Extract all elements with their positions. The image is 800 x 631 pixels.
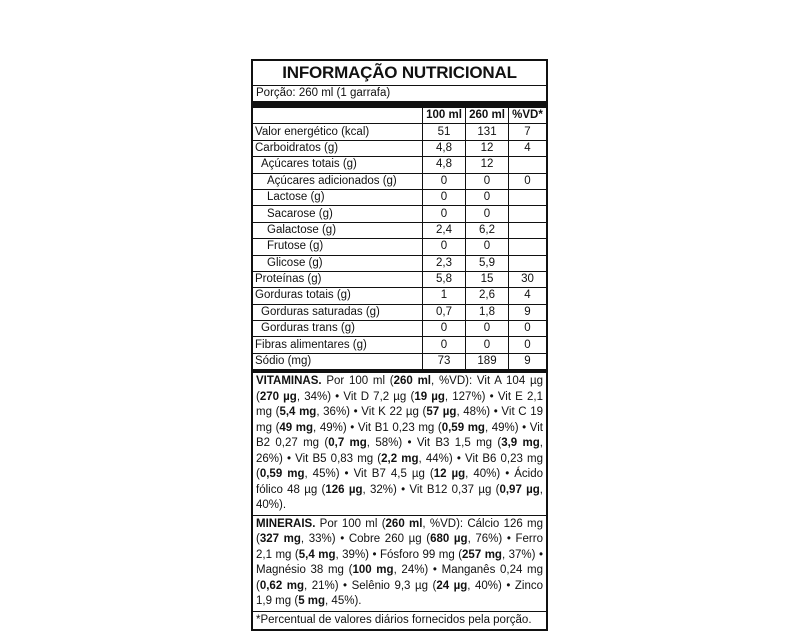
value-260ml: 0 [466,321,509,337]
text-segment: , 33%) • Cobre 260 µg ( [300,533,431,546]
value-vd: 0 [509,173,547,189]
minerals-paragraph [253,516,546,612]
bold-segment: 2,2 mg [381,452,419,465]
value-260ml: 0 [466,239,509,255]
text-segment: , 34%) • Vit D 7,2 µg ( [296,390,415,403]
table-row [253,222,546,238]
value-260ml: 0 [466,189,509,205]
nutrient-label: Gorduras trans (g) [253,321,423,337]
value-260ml: 5,9 [466,255,509,271]
text-segment: , 49%) • Vit B1 0,23 mg ( [313,421,442,434]
bold-segment: MINERAIS. [256,517,316,530]
header-vd: %VD* [509,108,547,124]
bold-segment: 260 ml [385,517,423,530]
value-100ml: 0 [423,173,466,189]
table-row [253,255,546,271]
vitamins-paragraph [253,373,546,516]
value-100ml: 73 [423,353,466,369]
value-100ml: 2,3 [423,255,466,271]
value-100ml: 4,8 [423,157,466,173]
bold-segment: 0,7 mg [328,437,367,450]
nutrient-label: Gorduras saturadas (g) [253,304,423,320]
table-row [253,321,546,337]
nutrient-label: Gorduras totais (g) [253,288,423,304]
bold-segment: 126 µg [325,483,363,496]
text-segment: , 49%) • Vit B2 0,27 mg ( [256,421,544,450]
table-row [253,271,546,287]
table-row [253,239,546,255]
bold-segment: 5,4 mg [298,548,336,561]
text-segment: , %VD): Vit A 104 µg ( [256,375,543,403]
value-100ml: 51 [423,124,466,140]
value-100ml: 0 [423,206,466,222]
value-vd [509,222,547,238]
nutrient-label: Frutose (g) [253,239,423,255]
bold-segment: 49 mg [279,421,314,434]
bold-segment: 327 mg [259,533,301,546]
value-vd: 0 [509,337,547,353]
bold-segment: 5 mg [298,595,326,608]
table-row [253,189,546,205]
text-segment: , 48%) • Vit C 19 mg ( [256,406,544,434]
bold-segment: 100 mg [352,564,394,577]
bold-segment: 12 µg [433,468,466,481]
header-nutrient [253,108,423,124]
text-segment: , %VD): Cálcio 126 mg ( [256,517,543,546]
value-vd: 0 [509,321,547,337]
text-segment: , 39%) • Fósforo 99 mg ( [335,548,463,561]
text-segment: , 58%) • Vit B3 1,5 mg ( [366,437,502,450]
value-vd: 9 [509,353,547,369]
bold-segment: 57 µg [426,406,457,419]
nutrient-label: Sódio (mg) [253,353,423,369]
value-100ml: 5,8 [423,271,466,287]
nutrition-facts-label [251,59,548,631]
bold-segment: 3,9 mg [501,437,540,450]
text-segment: , 32%) • Vit B12 0,37 µg ( [362,483,500,496]
value-vd: 7 [509,124,547,140]
value-vd [509,189,547,205]
value-100ml: 0 [423,321,466,337]
bold-segment: 5,4 mg [279,406,317,419]
text-segment: Por 100 ml ( [321,375,394,388]
footnote: *Percentual de valores diários fornecidos pela porção. [256,613,532,626]
bold-segment: 680 µg [430,533,468,546]
table-row [253,337,546,353]
nutrient-label: Carboidratos (g) [253,140,423,156]
bold-segment: 0,62 mg [259,579,304,592]
table-row [253,304,546,320]
table-row [253,353,546,369]
nutrient-label: Açúcares totais (g) [253,157,423,173]
bold-segment: 260 ml [393,375,431,388]
bold-segment: 0,59 mg [441,421,485,434]
text-segment: , 40%). [256,483,543,512]
nutrient-label: Proteínas (g) [253,271,423,287]
portion-size: Porção: 260 ml (1 garrafa) [256,87,391,99]
value-100ml: 0,7 [423,304,466,320]
bold-segment: 0,97 µg [499,483,540,496]
table-row [253,206,546,222]
text-segment: , 36%) • Vit K 22 µg ( [316,406,427,419]
value-vd [509,157,547,173]
value-vd: 4 [509,288,547,304]
table-row [253,288,546,304]
text-segment: Por 100 ml ( [315,517,386,530]
text-segment: , 45%) • Vit B7 4,5 µg ( [304,468,434,481]
bold-segment: VITAMINAS. [256,375,322,388]
text-segment: , 45%). [325,595,362,608]
value-100ml: 2,4 [423,222,466,238]
value-100ml: 0 [423,189,466,205]
value-260ml: 12 [466,157,509,173]
bold-segment: 19 µg [414,390,445,403]
value-260ml: 0 [466,173,509,189]
bold-segment: 0,59 mg [259,468,305,481]
table-row [253,124,546,140]
value-100ml: 0 [423,337,466,353]
table-row [253,173,546,189]
value-260ml: 189 [466,353,509,369]
value-100ml: 1 [423,288,466,304]
nutrient-label: Fibras alimentares (g) [253,337,423,353]
text-segment: , 21%) • Selênio 9,3 µg ( [304,579,437,592]
text-segment: , 26%) • Vit B5 0,83 mg ( [256,437,543,465]
table-header-row [253,108,546,124]
nutrient-label: Glicose (g) [253,255,423,271]
nutrient-label: Lactose (g) [253,189,423,205]
label-title: INFORMAÇÃO NUTRICIONAL [253,61,546,86]
text-segment: , 76%) • Ferro 2,1 mg ( [256,533,543,561]
text-segment: , 40%) • Zinco 1,9 mg ( [256,579,543,608]
text-segment: , 127%) • Vit E 2,1 mg ( [256,390,543,419]
value-100ml: 0 [423,239,466,255]
nutrient-label: Açúcares adicionados (g) [253,173,423,189]
value-260ml: 0 [466,206,509,222]
value-vd: 9 [509,304,547,320]
nutrition-table [253,107,546,370]
value-260ml: 12 [466,140,509,156]
value-vd: 4 [509,140,547,156]
value-260ml: 131 [466,124,509,140]
value-260ml: 6,2 [466,222,509,238]
bold-segment: 257 mg [462,548,502,561]
bold-segment: 24 µg [436,579,468,592]
value-vd [509,239,547,255]
text-segment: , 40%) • Ácido fólico 48 µg ( [256,468,544,496]
value-100ml: 4,8 [423,140,466,156]
text-segment: , 37%) • Magnésio 38 mg ( [256,548,543,577]
value-260ml: 2,6 [466,288,509,304]
bold-segment: 270 µg [259,390,297,403]
value-260ml: 1,8 [466,304,509,320]
nutrient-label: Galactose (g) [253,222,423,238]
nutrient-label: Sacarose (g) [253,206,423,222]
table-row [253,157,546,173]
header-260ml: 260 ml [466,108,509,124]
table-row [253,140,546,156]
header-100ml: 100 ml [423,108,466,124]
value-vd: 30 [509,271,547,287]
value-vd [509,206,547,222]
text-segment: , 44%) • Vit B6 0,23 mg ( [256,452,544,481]
text-segment: , 24%) • Manganês 0,24 mg ( [256,564,544,592]
value-260ml: 0 [466,337,509,353]
value-260ml: 15 [466,271,509,287]
nutrient-label: Valor energético (kcal) [253,124,423,140]
value-vd [509,255,547,271]
